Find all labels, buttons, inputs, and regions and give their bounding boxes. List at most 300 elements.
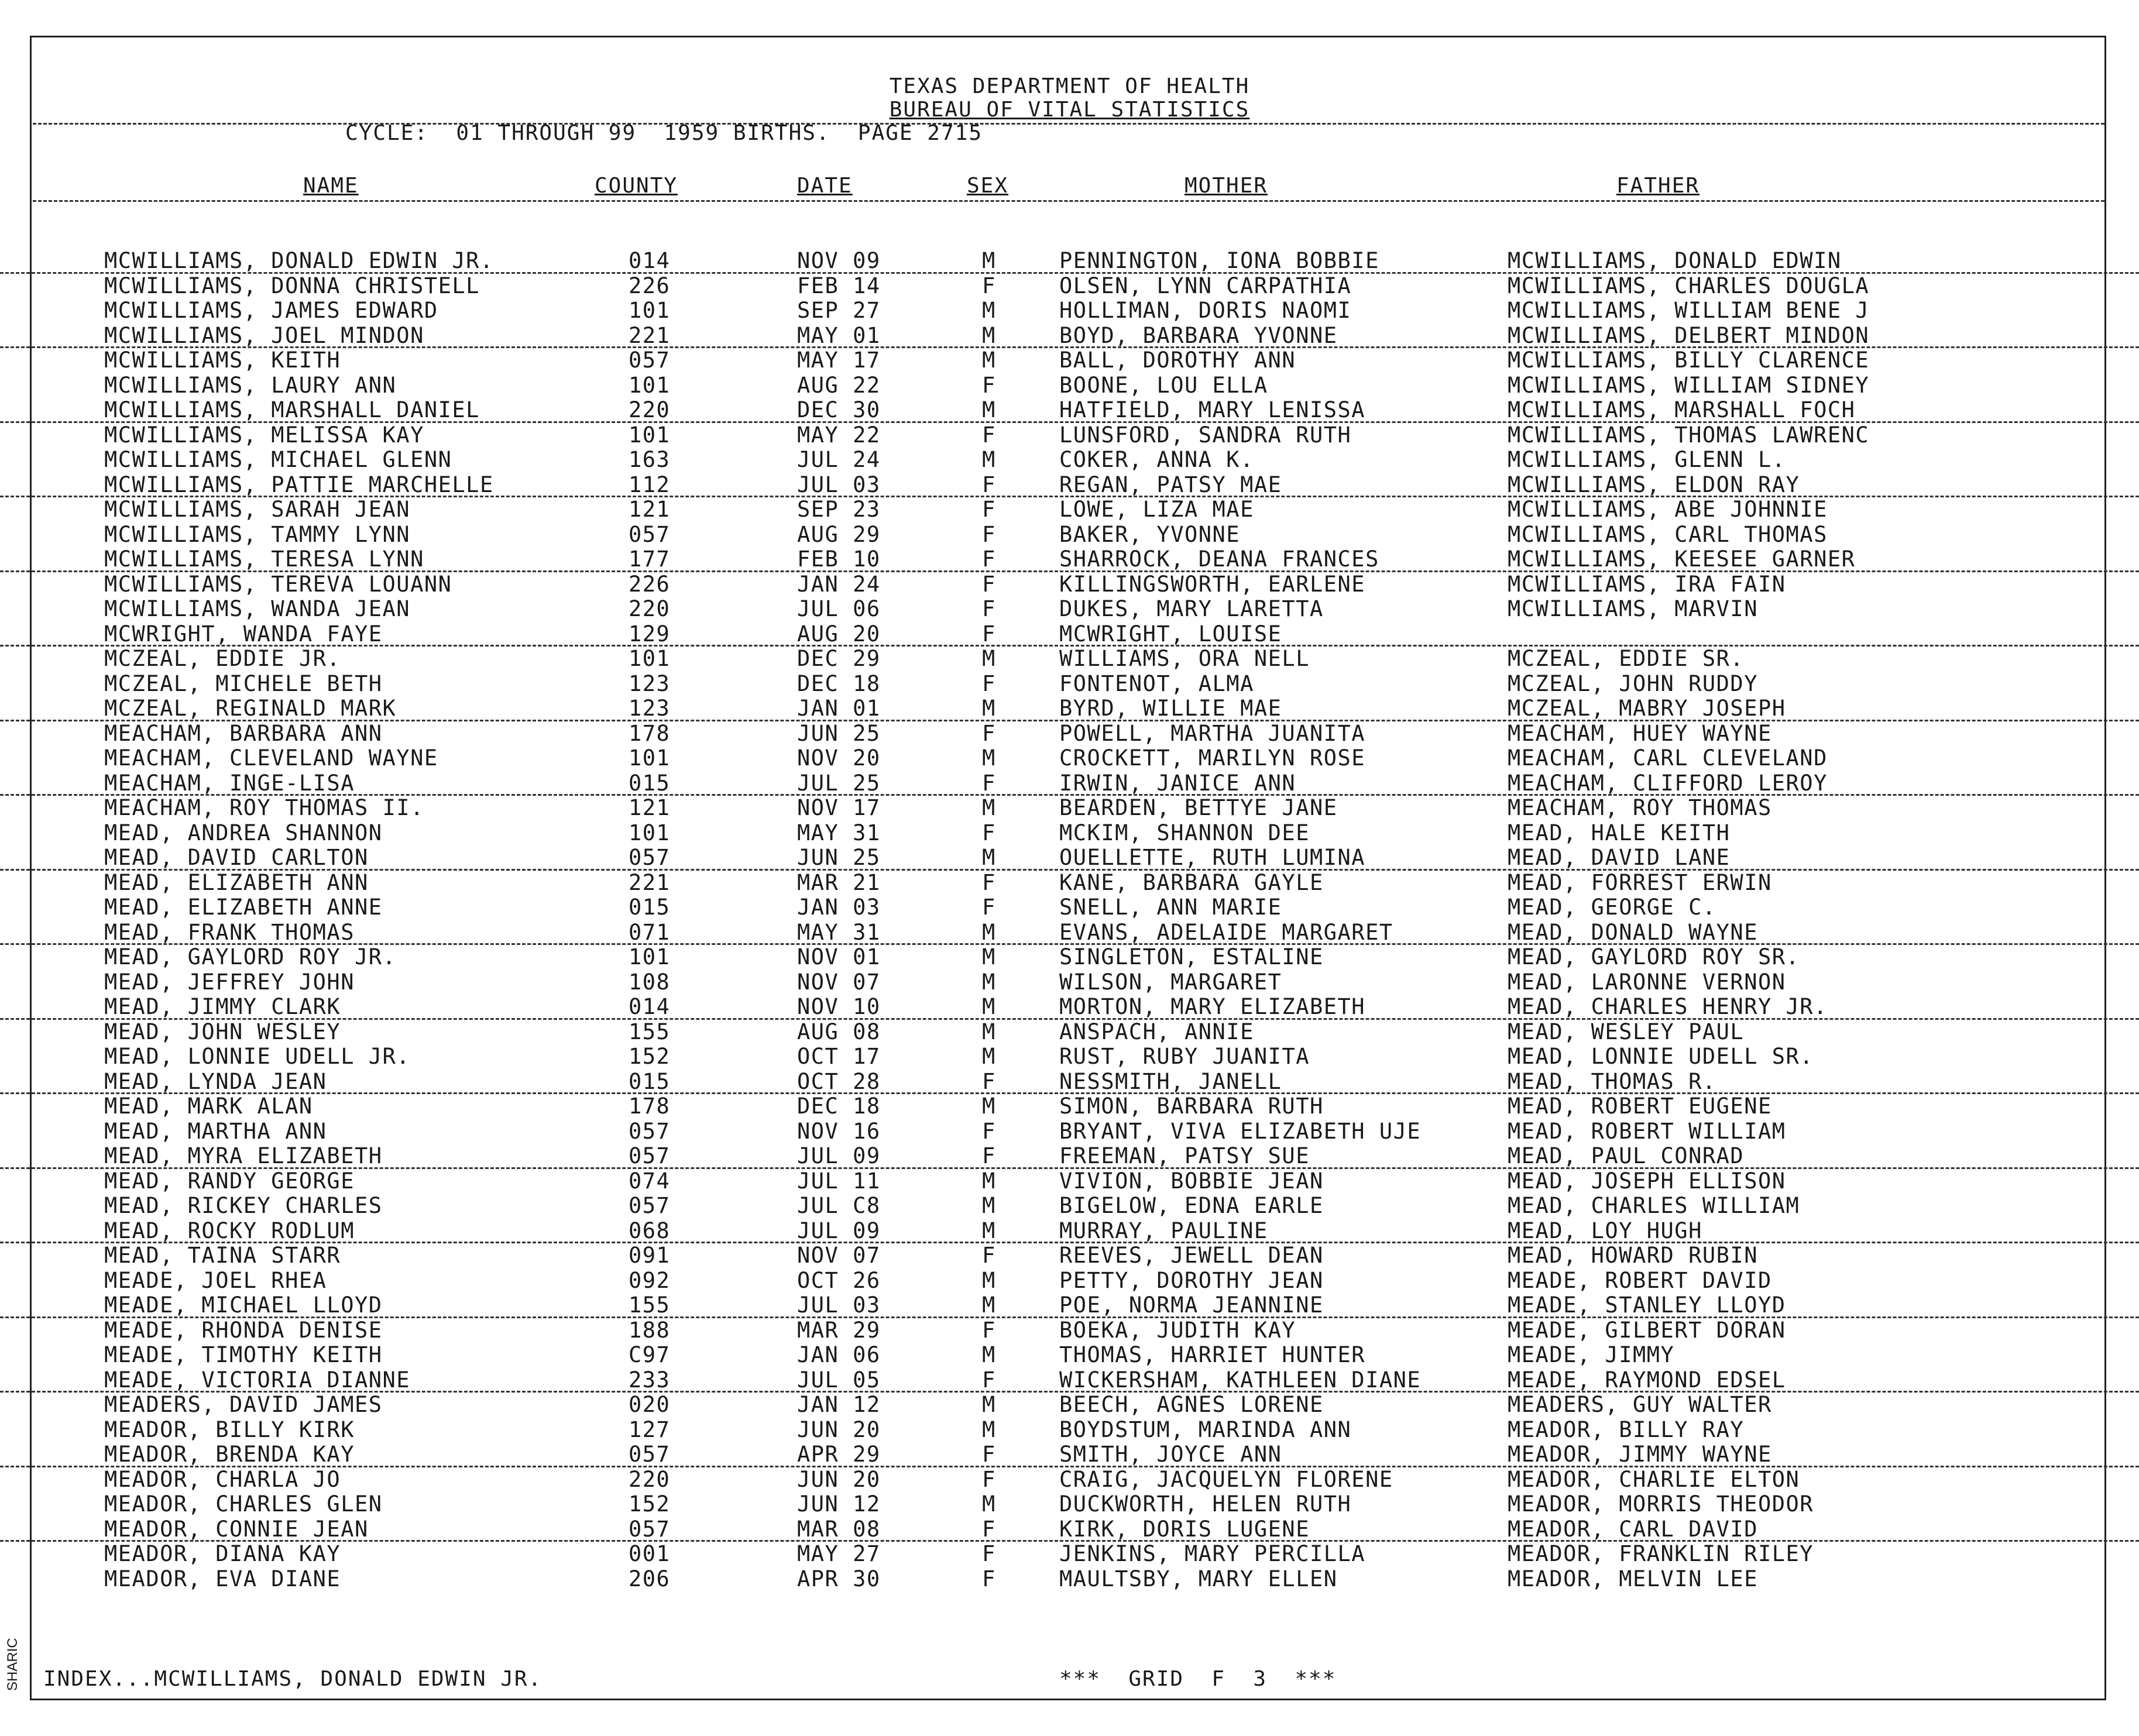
cell-mother: THOMAS, HARRIET HUNTER (1059, 1342, 1366, 1367)
table-row (0, 622, 2139, 647)
cell-name: MCWILLIAMS, MICHAEL GLENN (104, 447, 452, 472)
cell-sex: M (982, 1044, 996, 1069)
cell-date: NOV 07 (797, 1243, 881, 1268)
cell-mother: FREEMAN, PATSY SUE (1059, 1143, 1310, 1168)
cell-name: MCWILLIAMS, JAMES EDWARD (104, 298, 438, 323)
cell-county: 057 (629, 348, 671, 373)
cell-mother: JENKINS, MARY PERCILLA (1059, 1541, 1366, 1566)
cell-date: NOV 17 (797, 795, 881, 820)
cell-county: 220 (629, 397, 671, 422)
cell-county: 014 (629, 994, 671, 1019)
cell-father: MEAD, LARONNE VERNON (1508, 969, 1786, 995)
cell-father: MCWILLIAMS, BILLY CLARENCE (1508, 348, 1870, 373)
cell-father: MEAD, THOMAS R. (1508, 1068, 1716, 1094)
cell-date: DEC 18 (797, 1094, 881, 1119)
cell-sex: M (982, 646, 996, 671)
cell-county: 226 (629, 571, 671, 597)
cell-name: MCWILLIAMS, JOEL MINDON (104, 322, 424, 348)
cell-county: 057 (629, 1442, 671, 1467)
cell-name: MEAD, ROCKY RODLUM (104, 1218, 355, 1243)
cell-father: MCWILLIAMS, DELBERT MINDON (1508, 322, 1870, 348)
cell-date: JUN 20 (797, 1466, 881, 1492)
table-row (0, 547, 2139, 572)
cell-mother: MAULTSBY, MARY ELLEN (1059, 1566, 1338, 1591)
cell-name: MCWILLIAMS, KEITH (104, 348, 341, 373)
cell-date: MAY 17 (797, 348, 881, 373)
cell-father: MEADOR, CHARLIE ELTON (1508, 1466, 1800, 1492)
cell-sex: M (982, 298, 996, 323)
table-row (0, 448, 2139, 473)
cell-name: MCWILLIAMS, DONNA CHRISTELL (104, 273, 480, 298)
footer-index: INDEX...MCWILLIAMS, DONALD EDWIN JR. (43, 1667, 543, 1691)
cell-name: MEAD, LONNIE UDELL JR. (104, 1044, 411, 1069)
cell-mother: WILSON, MARGARET (1059, 969, 1282, 995)
cell-father: MCWILLIAMS, CARL THOMAS (1508, 521, 1828, 547)
cell-name: MEADOR, EVA DIANE (104, 1566, 341, 1591)
cell-sex: F (982, 521, 996, 547)
cell-father: MEADE, ROBERT DAVID (1508, 1267, 1772, 1293)
cell-mother: SMITH, JOYCE ANN (1059, 1442, 1282, 1467)
cell-mother: MURRAY, PAULINE (1059, 1218, 1268, 1243)
cell-county: 129 (629, 621, 671, 647)
cell-date: DEC 18 (797, 671, 881, 696)
cell-mother: LOWE, LIZA MAE (1059, 497, 1254, 522)
cell-name: MCWILLIAMS, SARAH JEAN (104, 497, 411, 522)
table-row (0, 746, 2139, 771)
table-row (0, 522, 2139, 548)
cell-father: MEACHAM, HUEY WAYNE (1508, 720, 1772, 746)
table-row (0, 995, 2139, 1020)
cell-county: 233 (629, 1367, 671, 1393)
cell-mother: IRWIN, JANICE ANN (1059, 770, 1296, 796)
cell-father: MEACHAM, CLIFFORD LEROY (1508, 770, 1828, 796)
cell-mother: REEVES, JEWELL DEAN (1059, 1243, 1324, 1268)
cell-father: MEAD, ROBERT WILLIAM (1508, 1118, 1786, 1144)
cell-name: MCWILLIAMS, DONALD EDWIN JR. (104, 248, 494, 273)
cell-mother: BALL, DOROTHY ANN (1059, 348, 1296, 373)
cell-sex: M (982, 1267, 996, 1293)
table-row (0, 895, 2139, 920)
table-row (0, 672, 2139, 697)
cell-county: 057 (629, 1516, 671, 1542)
cell-sex: F (982, 621, 996, 647)
cell-sex: M (982, 845, 996, 870)
cell-mother: BOYD, BARBARA YVONNE (1059, 322, 1338, 348)
cell-mother: MORTON, MARY ELIZABETH (1059, 994, 1366, 1019)
cell-name: MEADOR, CONNIE JEAN (104, 1516, 369, 1542)
table-row (0, 1343, 2139, 1368)
cell-sex: F (982, 1466, 996, 1492)
cell-father: MCWILLIAMS, WILLIAM BENE J (1508, 298, 1870, 323)
cell-date: AUG 08 (797, 1019, 881, 1044)
cell-date: AUG 29 (797, 521, 881, 547)
cell-date: NOV 01 (797, 944, 881, 970)
cell-date: SEP 27 (797, 298, 881, 323)
cell-mother: OLSEN, LYNN CARPATHIA (1059, 273, 1352, 298)
cell-sex: M (982, 1168, 996, 1194)
cell-father: MCWILLIAMS, IRA FAIN (1508, 571, 1786, 597)
cell-sex: F (982, 1317, 996, 1343)
cell-sex: F (982, 1516, 996, 1542)
cell-county: 015 (629, 1068, 671, 1094)
cell-county: 178 (629, 720, 671, 746)
cell-name: MEADOR, CHARLES GLEN (104, 1491, 383, 1517)
cell-father: MCWILLIAMS, CHARLES DOUGLA (1508, 273, 1870, 298)
cell-date: MAY 31 (797, 820, 881, 845)
cell-father: MEAD, HOWARD RUBIN (1508, 1243, 1758, 1268)
cell-mother: HOLLIMAN, DORIS NAOMI (1059, 298, 1352, 323)
cell-mother: BOONE, LOU ELLA (1059, 372, 1268, 398)
cell-mother: PENNINGTON, IONA BOBBIE (1059, 248, 1379, 273)
cell-father: MEADERS, GUY WALTER (1508, 1392, 1772, 1417)
cell-date: OCT 17 (797, 1044, 881, 1069)
table-row (0, 1293, 2139, 1318)
bureau-title: BUREAU OF VITAL STATISTICS (889, 98, 1250, 122)
cell-father: MCZEAL, EDDIE SR. (1508, 646, 1745, 671)
cell-date: JUN 25 (797, 845, 881, 870)
cell-father: MCWILLIAMS, ABE JOHNNIE (1508, 497, 1828, 522)
cell-name: MEADOR, BILLY KIRK (104, 1417, 355, 1442)
cell-sex: M (982, 795, 996, 820)
cell-county: 108 (629, 969, 671, 995)
cell-mother: WILLIAMS, ORA NELL (1059, 646, 1310, 671)
cell-name: MCWILLIAMS, TAMMY LYNN (104, 521, 411, 547)
cell-father: MEAD, LOY HUGH (1508, 1218, 1702, 1243)
cell-sex: F (982, 720, 996, 746)
cell-mother: VIVION, BOBBIE JEAN (1059, 1168, 1324, 1194)
cell-county: 020 (629, 1392, 671, 1417)
cell-sex: F (982, 671, 996, 696)
cell-mother: COKER, ANNA K. (1059, 447, 1254, 472)
table-row (0, 1070, 2139, 1095)
cell-father: MEADE, RAYMOND EDSEL (1508, 1367, 1786, 1393)
cell-mother: POE, NORMA JEANNINE (1059, 1292, 1324, 1318)
cell-county: 178 (629, 1094, 671, 1119)
cell-sex: M (982, 944, 996, 970)
column-header-name: NAME (303, 174, 359, 198)
column-header-sex: SEX (967, 174, 1009, 198)
cell-sex: M (982, 1193, 996, 1218)
cell-sex: F (982, 869, 996, 895)
cell-father: MCZEAL, JOHN RUDDY (1508, 671, 1758, 696)
table-row (0, 1020, 2139, 1045)
table-row (0, 920, 2139, 946)
cell-sex: F (982, 422, 996, 448)
table-row (0, 647, 2139, 672)
cell-sex: F (982, 1068, 996, 1094)
cell-father: MCWILLIAMS, GLENN L. (1508, 447, 1786, 472)
cell-name: MCWILLIAMS, LAURY ANN (104, 372, 397, 398)
cell-mother: POWELL, MARTHA JUANITA (1059, 720, 1366, 746)
footer-grid: *** GRID F 3 *** (1059, 1667, 1337, 1691)
cell-father: MEAD, LONNIE UDELL SR. (1508, 1044, 1814, 1069)
cell-mother: FONTENOT, ALMA (1059, 671, 1254, 696)
cell-county: 155 (629, 1292, 671, 1318)
cell-name: MEACHAM, INGE-LISA (104, 770, 355, 796)
cell-mother: BOEKA, JUDITH KAY (1059, 1317, 1296, 1343)
table-row (0, 1567, 2139, 1592)
cell-name: MEACHAM, ROY THOMAS II. (104, 795, 424, 820)
cell-sex: M (982, 696, 996, 721)
cell-name: MEAD, ANDREA SHANNON (104, 820, 383, 845)
cell-name: MEAD, DAVID CARLTON (104, 845, 369, 870)
table-row (0, 871, 2139, 896)
cell-sex: M (982, 994, 996, 1019)
cell-date: JUL 03 (797, 1292, 881, 1318)
table-row (0, 1368, 2139, 1393)
cell-name: MCWILLIAMS, TERESA LYNN (104, 546, 424, 572)
cell-father: MCWILLIAMS, DONALD EDWIN (1508, 248, 1842, 273)
table-row (0, 1144, 2139, 1169)
cell-mother: SIMON, BARBARA RUTH (1059, 1094, 1324, 1119)
cell-date: JUL 24 (797, 447, 881, 472)
cell-name: MEAD, LYNDA JEAN (104, 1068, 327, 1094)
cell-date: JAN 03 (797, 895, 881, 920)
cell-name: MEAD, MARTHA ANN (104, 1118, 327, 1144)
cell-date: JAN 06 (797, 1342, 881, 1367)
cell-mother: DUCKWORTH, HELEN RUTH (1059, 1491, 1352, 1517)
cell-sex: M (982, 1491, 996, 1517)
table-row (0, 945, 2139, 970)
cell-date: FEB 10 (797, 546, 881, 572)
cell-sex: M (982, 348, 996, 373)
side-mark: SHARIC (5, 1638, 20, 1692)
cell-county: 112 (629, 472, 671, 497)
cell-county: 101 (629, 422, 671, 448)
table-row (0, 373, 2139, 398)
cell-mother: BEECH, AGNES LORENE (1059, 1392, 1324, 1417)
cell-county: 163 (629, 447, 671, 472)
table-row (0, 845, 2139, 871)
cell-date: JUL 05 (797, 1367, 881, 1393)
cell-county: 001 (629, 1541, 671, 1566)
cell-county: 057 (629, 521, 671, 547)
table-row (0, 1393, 2139, 1418)
cell-name: MEADOR, CHARLA JO (104, 1466, 341, 1492)
cycle-line: CYCLE: 01 THROUGH 99 1959 BIRTHS. PAGE 2715 (345, 121, 983, 145)
cell-father: MEACHAM, CARL CLEVELAND (1508, 745, 1828, 771)
cell-date: AUG 22 (797, 372, 881, 398)
cell-father: MEADOR, JIMMY WAYNE (1508, 1442, 1772, 1467)
cell-sex: M (982, 397, 996, 422)
cell-sex: F (982, 372, 996, 398)
cell-mother: SHARROCK, DEANA FRANCES (1059, 546, 1379, 572)
cell-name: MEADERS, DAVID JAMES (104, 1392, 383, 1417)
cell-sex: F (982, 273, 996, 298)
cell-county: 015 (629, 770, 671, 796)
cell-name: MCZEAL, MICHELE BETH (104, 671, 383, 696)
cell-date: JUL 09 (797, 1143, 881, 1168)
cell-father: MEADOR, MORRIS THEODOR (1508, 1491, 1814, 1517)
cell-county: C97 (629, 1342, 671, 1367)
cell-county: 057 (629, 845, 671, 870)
cell-county: 091 (629, 1243, 671, 1268)
cell-date: JUL 03 (797, 472, 881, 497)
cell-mother: SINGLETON, ESTALINE (1059, 944, 1324, 970)
cell-name: MCWILLIAMS, PATTIE MARCHELLE (104, 472, 494, 497)
cell-sex: M (982, 248, 996, 273)
cell-sex: M (982, 322, 996, 348)
cell-date: SEP 23 (797, 497, 881, 522)
cell-date: NOV 10 (797, 994, 881, 1019)
cell-father: MEAD, DONALD WAYNE (1508, 919, 1758, 945)
cell-name: MEACHAM, CLEVELAND WAYNE (104, 745, 438, 771)
cell-county: 101 (629, 820, 671, 845)
cell-name: MEAD, JIMMY CLARK (104, 994, 341, 1019)
cell-father: MEAD, GEORGE C. (1508, 895, 1716, 920)
cell-county: 057 (629, 1118, 671, 1144)
table-row (0, 1044, 2139, 1070)
cell-date: NOV 09 (797, 248, 881, 273)
table-row (0, 1418, 2139, 1443)
cell-father: MCWILLIAMS, MARSHALL FOCH (1508, 397, 1856, 422)
cell-mother: DUKES, MARY LARETTA (1059, 596, 1324, 621)
cell-date: JUL 09 (797, 1218, 881, 1243)
cell-county: 123 (629, 671, 671, 696)
cell-name: MEADOR, BRENDA KAY (104, 1442, 355, 1467)
cell-name: MEADE, RHONDA DENISE (104, 1317, 383, 1343)
cell-father: MEAD, DAVID LANE (1508, 845, 1731, 870)
cell-mother: KANE, BARBARA GAYLE (1059, 869, 1324, 895)
table-row (0, 1219, 2139, 1244)
cell-county: 057 (629, 1143, 671, 1168)
table-row (0, 298, 2139, 324)
cell-mother: WICKERSHAM, KATHLEEN DIANE (1059, 1367, 1422, 1393)
cell-name: MEAD, ELIZABETH ANNE (104, 895, 383, 920)
cell-father: MEAD, CHARLES HENRY JR. (1508, 994, 1828, 1019)
cell-county: 177 (629, 546, 671, 572)
cell-name: MEAD, MARK ALAN (104, 1094, 313, 1119)
cell-mother: PETTY, DOROTHY JEAN (1059, 1267, 1324, 1293)
cell-sex: F (982, 1143, 996, 1168)
cell-county: 101 (629, 944, 671, 970)
table-row (0, 1517, 2139, 1542)
cell-name: MEADE, JOEL RHEA (104, 1267, 327, 1293)
cell-county: 188 (629, 1317, 671, 1343)
table-row (0, 771, 2139, 796)
cell-sex: M (982, 969, 996, 995)
cell-date: MAY 01 (797, 322, 881, 348)
cell-sex: M (982, 1292, 996, 1318)
cell-date: MAR 21 (797, 869, 881, 895)
cell-father: MCZEAL, MABRY JOSEPH (1508, 696, 1786, 721)
table-row (0, 796, 2139, 821)
cell-date: JAN 01 (797, 696, 881, 721)
table-row (0, 970, 2139, 995)
cell-date: JUL 11 (797, 1168, 881, 1194)
cell-sex: F (982, 1243, 996, 1268)
cell-county: 092 (629, 1267, 671, 1293)
cell-sex: M (982, 1218, 996, 1243)
cell-father: MEADOR, CARL DAVID (1508, 1516, 1758, 1542)
cell-county: 206 (629, 1566, 671, 1591)
cell-mother: BIGELOW, EDNA EARLE (1059, 1193, 1324, 1218)
cell-name: MCWILLIAMS, MARSHALL DANIEL (104, 397, 480, 422)
table-row (0, 249, 2139, 274)
cell-name: MEAD, ELIZABETH ANN (104, 869, 369, 895)
cell-sex: F (982, 1541, 996, 1566)
cell-date: AUG 20 (797, 621, 881, 647)
table-row (0, 597, 2139, 622)
cell-father: MCWILLIAMS, KEESEE GARNER (1508, 546, 1856, 572)
cell-name: MEACHAM, BARBARA ANN (104, 720, 383, 746)
table-row (0, 1194, 2139, 1219)
cell-county: 014 (629, 248, 671, 273)
cell-sex: F (982, 1442, 996, 1467)
cell-date: JUN 12 (797, 1491, 881, 1517)
table-row (0, 1492, 2139, 1517)
cell-date: OCT 26 (797, 1267, 881, 1293)
cell-father: MEAD, WESLEY PAUL (1508, 1019, 1745, 1044)
cell-father: MEAD, PAUL CONRAD (1508, 1143, 1745, 1168)
cell-mother: BOYDSTUM, MARINDA ANN (1059, 1417, 1352, 1442)
cell-name: MEAD, TAINA STARR (104, 1243, 341, 1268)
cell-mother: MCWRIGHT, LOUISE (1059, 621, 1282, 647)
cell-father: MEADOR, BILLY RAY (1508, 1417, 1745, 1442)
table-row (0, 1169, 2139, 1194)
cell-county: 152 (629, 1491, 671, 1517)
cell-mother: CROCKETT, MARILYN ROSE (1059, 745, 1366, 771)
table-row (0, 696, 2139, 721)
cell-mother: BAKER, YVONNE (1059, 521, 1241, 547)
cell-date: JUL 06 (797, 596, 881, 621)
cell-name: MCWILLIAMS, MELISSA KAY (104, 422, 424, 448)
cell-name: MEAD, GAYLORD ROY JR. (104, 944, 397, 970)
cell-date: DEC 30 (797, 397, 881, 422)
column-header-date: DATE (797, 174, 853, 198)
cell-mother: KILLINGSWORTH, EARLENE (1059, 571, 1366, 597)
cell-date: OCT 28 (797, 1068, 881, 1094)
cell-name: MEAD, JEFFREY JOHN (104, 969, 355, 995)
cell-county: 101 (629, 745, 671, 771)
cell-sex: F (982, 546, 996, 572)
cell-county: 123 (629, 696, 671, 721)
table-row (0, 348, 2139, 373)
cell-sex: M (982, 1417, 996, 1442)
cell-father: MEAD, CHARLES WILLIAM (1508, 1193, 1800, 1218)
cell-name: MEADE, MICHAEL LLOYD (104, 1292, 383, 1318)
cell-date: APR 29 (797, 1442, 881, 1467)
cell-mother: LUNSFORD, SANDRA RUTH (1059, 422, 1352, 448)
cell-name: MCWILLIAMS, TEREVA LOUANN (104, 571, 452, 597)
cell-county: 101 (629, 646, 671, 671)
cell-date: JAN 12 (797, 1392, 881, 1417)
table-row (0, 1318, 2139, 1343)
cell-date: MAY 31 (797, 919, 881, 945)
cell-father: MCWILLIAMS, THOMAS LAWRENC (1508, 422, 1870, 448)
cell-county: 127 (629, 1417, 671, 1442)
cell-father: MEAD, GAYLORD ROY SR. (1508, 944, 1800, 970)
cell-sex: M (982, 1019, 996, 1044)
table-row (0, 1542, 2139, 1567)
cell-father: MEADE, GILBERT DORAN (1508, 1317, 1786, 1343)
header-divider (33, 123, 2104, 125)
cell-mother: BRYANT, VIVA ELIZABETH UJE (1059, 1118, 1422, 1144)
cell-sex: F (982, 770, 996, 796)
cell-mother: ANSPACH, ANNIE (1059, 1019, 1254, 1044)
cell-date: JAN 24 (797, 571, 881, 597)
table-row (0, 423, 2139, 448)
column-header-divider (33, 200, 2104, 202)
table-row (0, 497, 2139, 522)
cell-name: MEAD, FRANK THOMAS (104, 919, 355, 945)
cell-county: 221 (629, 322, 671, 348)
cell-father: MEAD, JOSEPH ELLISON (1508, 1168, 1786, 1194)
cell-county: 121 (629, 497, 671, 522)
cell-father: MCWILLIAMS, WILLIAM SIDNEY (1508, 372, 1870, 398)
cell-sex: F (982, 895, 996, 920)
cell-county: 121 (629, 795, 671, 820)
